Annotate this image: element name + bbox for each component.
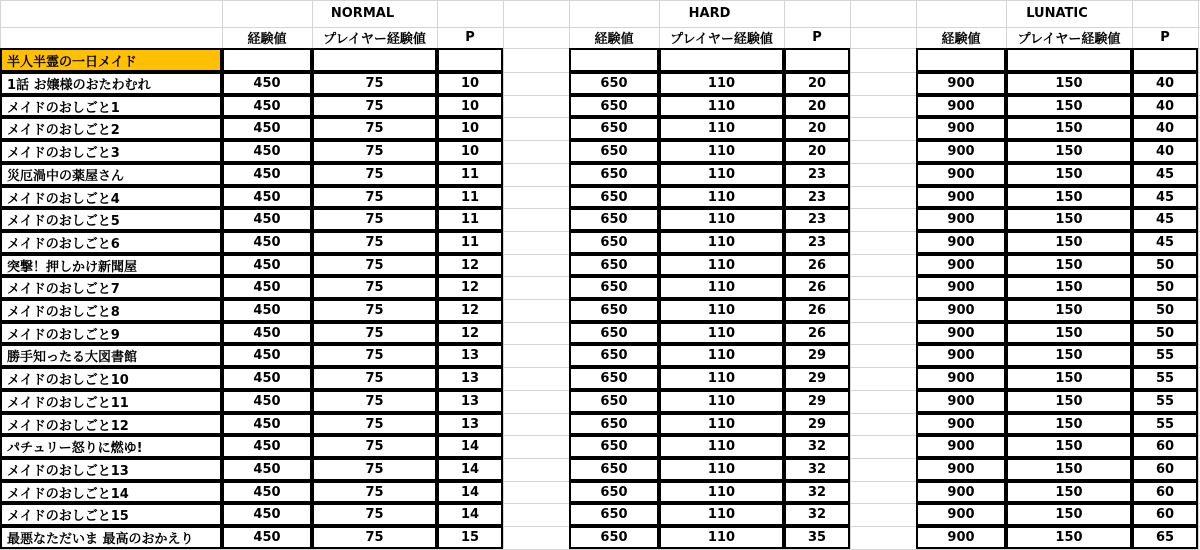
value-cell[interactable]: 26 (784, 322, 850, 344)
value-cell[interactable]: 450 (222, 186, 312, 208)
value-cell[interactable]: 900 (916, 254, 1006, 276)
value-cell[interactable]: 75 (312, 481, 437, 503)
value-cell[interactable]: 110 (659, 254, 784, 276)
value-cell[interactable]: 110 (659, 503, 784, 526)
value-cell[interactable]: 450 (222, 254, 312, 276)
value-cell[interactable]: 40 (1132, 140, 1198, 163)
value-cell[interactable]: 65 (1132, 526, 1198, 549)
value-cell[interactable]: 50 (1132, 322, 1198, 344)
value-cell[interactable]: 150 (1006, 186, 1132, 208)
row-name[interactable]: メイドのおしごと15 (0, 503, 222, 526)
value-cell[interactable]: 10 (437, 140, 503, 163)
blank-cell[interactable] (1006, 48, 1132, 72)
value-cell[interactable]: 650 (569, 186, 659, 208)
value-cell[interactable]: 75 (312, 322, 437, 344)
value-cell[interactable]: 150 (1006, 367, 1132, 390)
value-cell[interactable]: 450 (222, 95, 312, 117)
value-cell[interactable]: 450 (222, 163, 312, 186)
row-name[interactable]: 1話 お嬢様のおたわむれ (0, 72, 222, 95)
value-cell[interactable]: 150 (1006, 458, 1132, 481)
value-cell[interactable]: 650 (569, 435, 659, 458)
value-cell[interactable]: 55 (1132, 367, 1198, 390)
value-cell[interactable]: 20 (784, 72, 850, 95)
value-cell[interactable]: 75 (312, 95, 437, 117)
value-cell[interactable]: 650 (569, 344, 659, 367)
value-cell[interactable]: 26 (784, 254, 850, 276)
value-cell[interactable]: 26 (784, 276, 850, 299)
row-name[interactable]: メイドのおしごと4 (0, 186, 222, 208)
blank-cell[interactable] (312, 48, 437, 72)
value-cell[interactable]: 650 (569, 140, 659, 163)
value-cell[interactable]: 110 (659, 276, 784, 299)
value-cell[interactable]: 110 (659, 344, 784, 367)
value-cell[interactable]: 23 (784, 208, 850, 231)
value-cell[interactable]: 10 (437, 72, 503, 95)
row-name[interactable]: メイドのおしごと13 (0, 458, 222, 481)
value-cell[interactable]: 75 (312, 276, 437, 299)
value-cell[interactable]: 75 (312, 117, 437, 140)
row-name[interactable]: メイドのおしごと1 (0, 95, 222, 117)
value-cell[interactable]: 110 (659, 140, 784, 163)
row-name[interactable]: メイドのおしごと5 (0, 208, 222, 231)
value-cell[interactable]: 900 (916, 95, 1006, 117)
value-cell[interactable]: 150 (1006, 344, 1132, 367)
value-cell[interactable]: 150 (1006, 322, 1132, 344)
value-cell[interactable]: 450 (222, 413, 312, 435)
blank-cell[interactable] (659, 48, 784, 72)
value-cell[interactable]: 650 (569, 458, 659, 481)
value-cell[interactable]: 55 (1132, 390, 1198, 413)
value-cell[interactable]: 150 (1006, 390, 1132, 413)
blank-cell[interactable] (784, 48, 850, 72)
value-cell[interactable]: 900 (916, 367, 1006, 390)
column-header[interactable]: P (1160, 30, 1170, 45)
value-cell[interactable]: 650 (569, 208, 659, 231)
value-cell[interactable]: 110 (659, 458, 784, 481)
value-cell[interactable]: 650 (569, 231, 659, 254)
value-cell[interactable]: 23 (784, 231, 850, 254)
value-cell[interactable]: 450 (222, 117, 312, 140)
value-cell[interactable]: 900 (916, 208, 1006, 231)
column-header[interactable]: 経験値 (247, 32, 287, 47)
value-cell[interactable]: 60 (1132, 458, 1198, 481)
value-cell[interactable]: 14 (437, 503, 503, 526)
value-cell[interactable]: 900 (916, 390, 1006, 413)
blank-cell[interactable] (916, 48, 1006, 72)
value-cell[interactable]: 11 (437, 163, 503, 186)
row-name[interactable]: 突撃！押しかけ新聞屋 (0, 254, 222, 276)
row-name[interactable]: 最悪なただいま 最高のおかえり (0, 526, 222, 549)
value-cell[interactable]: 14 (437, 458, 503, 481)
value-cell[interactable]: 150 (1006, 163, 1132, 186)
value-cell[interactable]: 900 (916, 140, 1006, 163)
value-cell[interactable]: 11 (437, 208, 503, 231)
value-cell[interactable]: 150 (1006, 95, 1132, 117)
blank-cell[interactable] (437, 48, 503, 72)
column-header[interactable]: P (465, 30, 475, 45)
value-cell[interactable]: 32 (784, 435, 850, 458)
value-cell[interactable]: 110 (659, 95, 784, 117)
row-name[interactable]: メイドのおしごと2 (0, 117, 222, 140)
value-cell[interactable]: 110 (659, 435, 784, 458)
value-cell[interactable]: 650 (569, 503, 659, 526)
value-cell[interactable]: 450 (222, 503, 312, 526)
value-cell[interactable]: 450 (222, 208, 312, 231)
value-cell[interactable]: 450 (222, 458, 312, 481)
column-header[interactable]: プレイヤー経験値 (670, 32, 773, 47)
value-cell[interactable]: 900 (916, 458, 1006, 481)
value-cell[interactable]: 11 (437, 186, 503, 208)
value-cell[interactable]: 650 (569, 72, 659, 95)
value-cell[interactable]: 75 (312, 208, 437, 231)
value-cell[interactable]: 650 (569, 276, 659, 299)
value-cell[interactable]: 650 (569, 322, 659, 344)
value-cell[interactable]: 20 (784, 117, 850, 140)
value-cell[interactable]: 110 (659, 367, 784, 390)
value-cell[interactable]: 110 (659, 413, 784, 435)
value-cell[interactable]: 29 (784, 344, 850, 367)
value-cell[interactable]: 150 (1006, 503, 1132, 526)
value-cell[interactable]: 75 (312, 458, 437, 481)
value-cell[interactable]: 450 (222, 231, 312, 254)
value-cell[interactable]: 900 (916, 526, 1006, 549)
value-cell[interactable]: 32 (784, 481, 850, 503)
value-cell[interactable]: 75 (312, 163, 437, 186)
value-cell[interactable]: 11 (437, 231, 503, 254)
value-cell[interactable]: 450 (222, 435, 312, 458)
value-cell[interactable]: 45 (1132, 186, 1198, 208)
row-name[interactable]: メイドのおしごと14 (0, 481, 222, 503)
value-cell[interactable]: 150 (1006, 254, 1132, 276)
table-title[interactable]: 半人半霊の一日メイド (0, 48, 222, 72)
row-name[interactable]: メイドのおしごと8 (0, 299, 222, 322)
value-cell[interactable]: 75 (312, 140, 437, 163)
value-cell[interactable]: 150 (1006, 299, 1132, 322)
value-cell[interactable]: 12 (437, 322, 503, 344)
value-cell[interactable]: 10 (437, 95, 503, 117)
gridline-vertical (503, 0, 504, 550)
value-cell[interactable]: 900 (916, 117, 1006, 140)
value-cell[interactable]: 900 (916, 231, 1006, 254)
value-cell[interactable]: 150 (1006, 208, 1132, 231)
value-cell[interactable]: 26 (784, 299, 850, 322)
value-cell[interactable]: 110 (659, 208, 784, 231)
row-name[interactable]: メイドのおしごと9 (0, 322, 222, 344)
value-cell[interactable]: 650 (569, 481, 659, 503)
value-cell[interactable]: 45 (1132, 163, 1198, 186)
column-header[interactable]: P (812, 30, 822, 45)
value-cell[interactable]: 14 (437, 435, 503, 458)
value-cell[interactable]: 29 (784, 413, 850, 435)
value-cell[interactable]: 650 (569, 526, 659, 549)
value-cell[interactable]: 150 (1006, 117, 1132, 140)
value-cell[interactable]: 35 (784, 526, 850, 549)
value-cell[interactable]: 900 (916, 72, 1006, 95)
value-cell[interactable]: 450 (222, 367, 312, 390)
value-cell[interactable]: 150 (1006, 276, 1132, 299)
value-cell[interactable]: 75 (312, 299, 437, 322)
value-cell[interactable]: 75 (312, 367, 437, 390)
value-cell[interactable]: 450 (222, 481, 312, 503)
value-cell[interactable]: 29 (784, 367, 850, 390)
value-cell[interactable]: 32 (784, 503, 850, 526)
value-cell[interactable]: 110 (659, 481, 784, 503)
value-cell[interactable]: 50 (1132, 299, 1198, 322)
value-cell[interactable]: 12 (437, 299, 503, 322)
row-name[interactable]: メイドのおしごと7 (0, 276, 222, 299)
value-cell[interactable]: 50 (1132, 276, 1198, 299)
value-cell[interactable]: 450 (222, 140, 312, 163)
value-cell[interactable]: 29 (784, 390, 850, 413)
value-cell[interactable]: 150 (1006, 72, 1132, 95)
value-cell[interactable]: 900 (916, 435, 1006, 458)
row-name[interactable]: メイドのおしごと11 (0, 390, 222, 413)
value-cell[interactable]: 20 (784, 140, 850, 163)
value-cell[interactable]: 75 (312, 186, 437, 208)
value-cell[interactable]: 45 (1132, 208, 1198, 231)
value-cell[interactable]: 650 (569, 299, 659, 322)
value-cell[interactable]: 110 (659, 231, 784, 254)
row-name[interactable]: 勝手知ったる大図書館 (0, 344, 222, 367)
value-cell[interactable]: 60 (1132, 503, 1198, 526)
value-cell[interactable]: 450 (222, 276, 312, 299)
value-cell[interactable]: 45 (1132, 231, 1198, 254)
value-cell[interactable]: 75 (312, 435, 437, 458)
value-cell[interactable]: 650 (569, 95, 659, 117)
value-cell[interactable]: 900 (916, 163, 1006, 186)
value-cell[interactable]: 75 (312, 526, 437, 549)
section-title[interactable]: HARD (688, 6, 731, 21)
value-cell[interactable]: 15 (437, 526, 503, 549)
value-cell[interactable]: 110 (659, 299, 784, 322)
value-cell[interactable]: 900 (916, 276, 1006, 299)
value-cell[interactable]: 55 (1132, 413, 1198, 435)
value-cell[interactable]: 12 (437, 276, 503, 299)
value-cell[interactable]: 75 (312, 390, 437, 413)
value-cell[interactable]: 450 (222, 322, 312, 344)
value-cell[interactable]: 13 (437, 413, 503, 435)
value-cell[interactable]: 10 (437, 117, 503, 140)
value-cell[interactable]: 650 (569, 163, 659, 186)
value-cell[interactable]: 150 (1006, 526, 1132, 549)
value-cell[interactable]: 14 (437, 481, 503, 503)
value-cell[interactable]: 900 (916, 299, 1006, 322)
column-header[interactable]: 経験値 (941, 32, 981, 47)
section-title[interactable]: LUNATIC (1026, 6, 1088, 21)
value-cell[interactable]: 900 (916, 344, 1006, 367)
blank-cell[interactable] (569, 48, 659, 72)
value-cell[interactable]: 150 (1006, 413, 1132, 435)
value-cell[interactable]: 650 (569, 390, 659, 413)
value-cell[interactable]: 55 (1132, 344, 1198, 367)
value-cell[interactable]: 75 (312, 503, 437, 526)
value-cell[interactable]: 110 (659, 163, 784, 186)
row-name[interactable]: パチュリー怒りに燃ゆ! (0, 435, 222, 458)
gridline-vertical (1198, 0, 1199, 550)
value-cell[interactable]: 13 (437, 390, 503, 413)
value-cell[interactable]: 650 (569, 413, 659, 435)
value-cell[interactable]: 650 (569, 117, 659, 140)
section-title[interactable]: NORMAL (330, 6, 395, 21)
value-cell[interactable]: 110 (659, 526, 784, 549)
value-cell[interactable]: 150 (1006, 140, 1132, 163)
row-name[interactable]: メイドのおしごと6 (0, 231, 222, 254)
value-cell[interactable]: 60 (1132, 481, 1198, 503)
value-cell[interactable]: 900 (916, 186, 1006, 208)
value-cell[interactable]: 40 (1132, 72, 1198, 95)
value-cell[interactable]: 900 (916, 503, 1006, 526)
value-cell[interactable]: 50 (1132, 254, 1198, 276)
column-header[interactable]: プレイヤー経験値 (1017, 32, 1121, 47)
value-cell[interactable]: 450 (222, 390, 312, 413)
value-cell[interactable]: 23 (784, 186, 850, 208)
value-cell[interactable]: 32 (784, 458, 850, 481)
value-cell[interactable]: 150 (1006, 231, 1132, 254)
value-cell[interactable]: 110 (659, 390, 784, 413)
row-name[interactable]: メイドのおしごと3 (0, 140, 222, 163)
value-cell[interactable]: 75 (312, 344, 437, 367)
value-cell[interactable]: 110 (659, 322, 784, 344)
value-cell[interactable]: 75 (312, 72, 437, 95)
value-cell[interactable]: 75 (312, 413, 437, 435)
value-cell[interactable]: 20 (784, 95, 850, 117)
value-cell[interactable]: 110 (659, 186, 784, 208)
row-name[interactable]: メイドのおしごと12 (0, 413, 222, 435)
value-cell[interactable]: 450 (222, 526, 312, 549)
value-cell[interactable]: 450 (222, 72, 312, 95)
value-cell[interactable]: 23 (784, 163, 850, 186)
blank-cell[interactable] (222, 48, 312, 72)
value-cell[interactable]: 75 (312, 231, 437, 254)
column-header[interactable]: プレイヤー経験値 (323, 32, 426, 47)
value-cell[interactable]: 900 (916, 413, 1006, 435)
value-cell[interactable]: 13 (437, 367, 503, 390)
value-cell[interactable]: 900 (916, 481, 1006, 503)
row-name[interactable]: 災厄渦中の薬屋さん (0, 163, 222, 186)
value-cell[interactable]: 40 (1132, 95, 1198, 117)
value-cell[interactable]: 650 (569, 367, 659, 390)
value-cell[interactable]: 650 (569, 254, 659, 276)
value-cell[interactable]: 60 (1132, 435, 1198, 458)
value-cell[interactable]: 13 (437, 344, 503, 367)
row-name[interactable]: メイドのおしごと10 (0, 367, 222, 390)
value-cell[interactable]: 12 (437, 254, 503, 276)
value-cell[interactable]: 450 (222, 344, 312, 367)
value-cell[interactable]: 75 (312, 254, 437, 276)
value-cell[interactable]: 40 (1132, 117, 1198, 140)
value-cell[interactable]: 150 (1006, 435, 1132, 458)
value-cell[interactable]: 900 (916, 322, 1006, 344)
value-cell[interactable]: 110 (659, 72, 784, 95)
value-cell[interactable]: 110 (659, 117, 784, 140)
gridline-vertical (850, 0, 851, 550)
value-cell[interactable]: 150 (1006, 481, 1132, 503)
blank-cell[interactable] (1132, 48, 1198, 72)
column-header[interactable]: 経験値 (594, 32, 634, 47)
value-cell[interactable]: 450 (222, 299, 312, 322)
